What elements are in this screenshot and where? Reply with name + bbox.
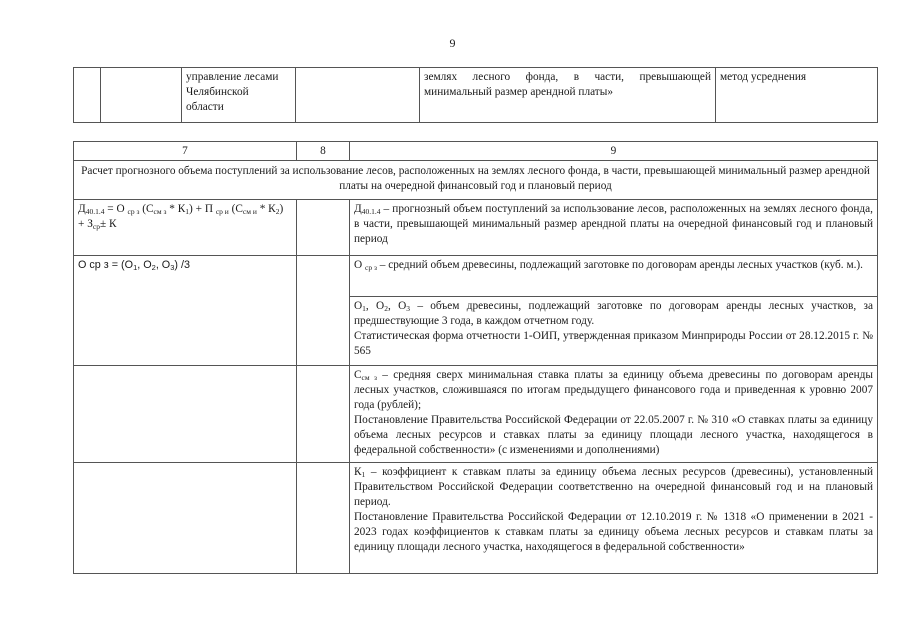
continuation-table	[73, 67, 878, 123]
formula-cell: О ср $з = (О_1$, $О_2$, $О_3$) /3	[74, 256, 297, 366]
cell-empty	[101, 68, 182, 123]
formula-cell	[74, 366, 297, 463]
admin-line: Челябинской	[186, 86, 249, 98]
page-number: 9	[449, 36, 456, 50]
table-row	[74, 256, 878, 297]
description-cell: $О_1$, $О_2$, $О_3$ – объем древесины, подлежащий заготовке по договорам аренды лесных участков, за предшествующие 3 года, в каждом отчетном году. Статистическая форма отчетности 1-ОИП, утвержденная приказом Минприроды России от 28.12.2015 г. № 565	[350, 297, 878, 366]
admin-line: управление лесами	[186, 71, 279, 83]
table-row	[74, 200, 878, 256]
formula-cell: $Д_{40.1.4} = О$ $_{ср з}$ $(С_{см з} * К_1) + П$ $_{ср и}$ $(С_{см и} * К_2) + З_{ср}\pm К$	[74, 200, 297, 256]
table-row	[74, 463, 878, 574]
column-header: 7	[74, 142, 297, 161]
source-cell	[297, 463, 350, 574]
table-row	[74, 366, 878, 463]
source-cell	[297, 366, 350, 463]
formula-cell	[74, 463, 297, 574]
cell-empty	[296, 68, 420, 123]
cell-revenue-name: землях лесного фонда, в части, превышающей минимальный размер арендной платы»	[420, 68, 716, 123]
source-cell	[297, 200, 350, 256]
column-header: 8	[297, 142, 350, 161]
section-title: Расчет прогнозного объема поступлений за использование лесов, расположенных на землях лесного фонда, в части, превышающей минимальный размер арендной платы на очередной финансовый год и плановый период	[74, 161, 878, 200]
column-header: 9	[350, 142, 878, 161]
source-reference: Постановление Правительства Российской Федерации от 22.05.2007 г. № 310 «О ставках платы за единицу объема лесных ресурсов и ставках платы за единицу площади лесного участка, находящегося в федеральной собственности» (с изменениями и дополнениями)	[354, 414, 873, 456]
source-cell	[297, 256, 350, 366]
cell-administrator	[182, 68, 296, 123]
calculation-table	[73, 141, 878, 574]
header-row	[74, 142, 878, 161]
source-reference: Статистическая форма отчетности 1-ОИП, утвержденная приказом Минприроды России от 28.12.2015 г. № 565	[354, 330, 873, 357]
cell-method: метод усреднения	[716, 68, 878, 123]
description-cell: $К_1$ – коэффициент к ставкам платы за единицу объема лесных ресурсов (древесины), установленный Правительством Российской Федерации соответственно на очередной финансовый год и на плановый период. Постановление Правительства Российской Федерации от 12.10.2019 г. № 1318 «О применении в 2021 - 2023 годах коэффициентов к ставкам платы за единицу объема лесных ресурсов и ставкам платы за единицу площади лесного участка, находящегося в федеральной собственности»	[350, 463, 878, 574]
cell-empty	[74, 68, 101, 123]
admin-line: области	[186, 101, 224, 113]
description-cell: $Д_{40.1.4}$ – прогнозный объем поступлений за использование лесов, расположенных на землях лесного фонда, в части, превышающей минимальный размер арендной платы на очередной финансовый год и плановый период	[350, 200, 878, 256]
description-cell: $С_{см з}$ – средняя сверх минимальная ставка платы за единицу объема древесины по договорам аренды лесных участков, сложившаяся по итогам предыдущего финансового года и приведенная к уровню 2007 года (рублей); Постановление Правительства Российской Федерации от 22.05.2007 г. № 310 «О ставках платы за единицу объема лесных ресурсов и ставках платы за единицу площади лесного участка, находящегося в федеральной собственности» (с изменениями и дополнениями)	[350, 366, 878, 463]
source-reference: Постановление Правительства Российской Федерации от 12.10.2019 г. № 1318 «О применении в 2021 - 2023 годах коэффициентов к ставкам платы за единицу объема лесных ресурсов и ставкам платы за единицу площади лесного участка, находящегося в федеральной собственности»	[354, 511, 873, 553]
description-cell: О $_{ср з}$ – средний объем древесины, подлежащий заготовке по договорам аренды лесных участков (куб. м.).	[350, 256, 878, 297]
section-title-row	[74, 161, 878, 200]
